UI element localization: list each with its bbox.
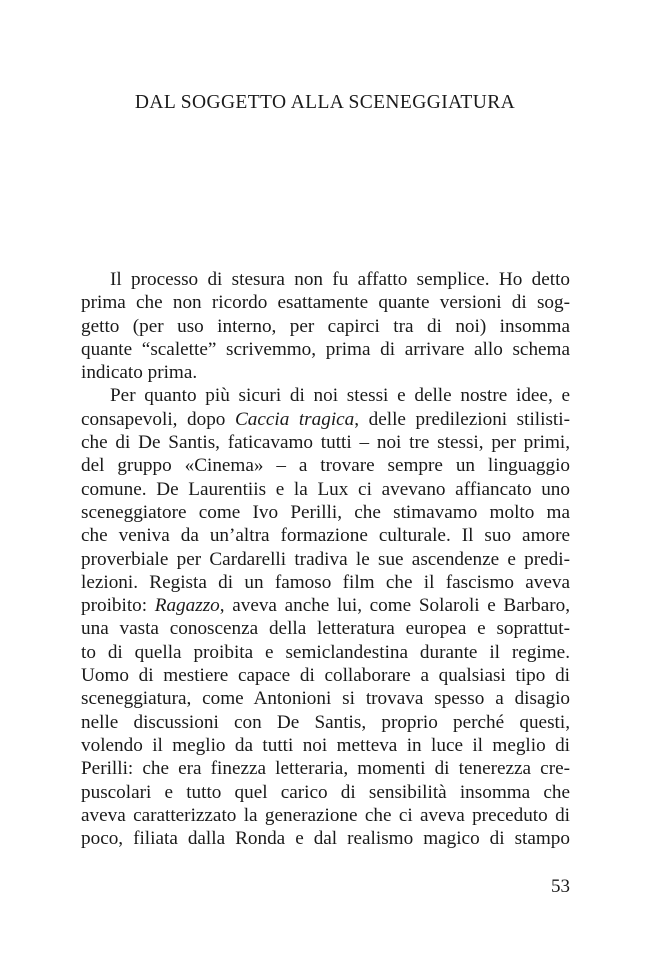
text-line: che di De Santis, faticavamo tutti – noi tre stessi, per primi, [81, 432, 570, 454]
italic-title: Ragazzo [154, 595, 220, 617]
text-line-part: proibito: [81, 595, 155, 617]
text-line: nelle discussioni con De Santis, proprio perché questi, [81, 711, 570, 733]
text-line: to di quella proibita e semiclandestina durante il regime. [81, 641, 570, 663]
text-line: proverbiale per Cardarelli tradiva le sue ascendenze e predi- [81, 548, 570, 570]
text-line: una vasta conoscenza della letteratura europea e soprattut- [81, 618, 570, 640]
chapter-title: DAL SOGGETTO ALLA SCENEGGIATURA [134, 92, 516, 113]
text-line: Per quanto più sicuri di noi stessi e delle nostre idee, e [110, 385, 570, 407]
text-line [81, 408, 570, 431]
text-line: volendo il meglio da tutti noi metteva in luce il meglio di [81, 734, 570, 756]
body-text [81, 268, 570, 850]
text-line: Il processo di stesura non fu affatto semplice. Ho detto [110, 269, 570, 290]
text-line: Perilli: che era finezza letteraria, momenti di tenerezza cre- [81, 758, 570, 780]
text-line: sceneggiatura, come Antonioni si trovava spesso a disagio [81, 688, 570, 710]
text-line: del gruppo «Cinema» – a trovare sempre un linguaggio [81, 455, 570, 477]
text-line: getto (per uso interno, per capirci tra di noi) insomma [81, 315, 570, 337]
text-line: quante “scalette” scrivemmo, prima di arrivare allo schema [81, 338, 570, 360]
text-line: prima che non ricordo esattamente quante versioni di sog- [81, 292, 570, 314]
text-line: che veniva da un’altra formazione culturale. Il suo amore [81, 525, 570, 547]
page-number: 53 [551, 876, 570, 897]
text-line: sceneggiatore come Ivo Perilli, che stimavamo molto ma [81, 501, 570, 523]
text-line: Uomo di mestiere capace di collaborare a qualsiasi tipo di [81, 665, 570, 687]
text-line-part: consapevoli, dopo [81, 408, 235, 430]
text-line: aveva caratterizzato la generazione che ci aveva preceduto di [81, 804, 570, 826]
text-line-part: , aveva anche lui, come Solaroli e Barbaro, [219, 595, 570, 617]
text-line: lezioni. Regista di un famoso film che il fascismo aveva [81, 571, 570, 593]
text-line-part: , delle predilezioni stilisti- [354, 408, 570, 430]
text-line: puscolari e tutto quel carico di sensibilità insomma che [81, 781, 570, 803]
text-line: comune. De Laurentiis e la Lux ci avevano affiancato uno [81, 478, 570, 500]
italic-title: Caccia tragica [234, 408, 355, 430]
text-line: poco, filiata dalla Ronda e dal realismo magico di stampo [81, 828, 570, 850]
text-line: indicato prima. [81, 362, 198, 384]
text-line [81, 594, 570, 617]
